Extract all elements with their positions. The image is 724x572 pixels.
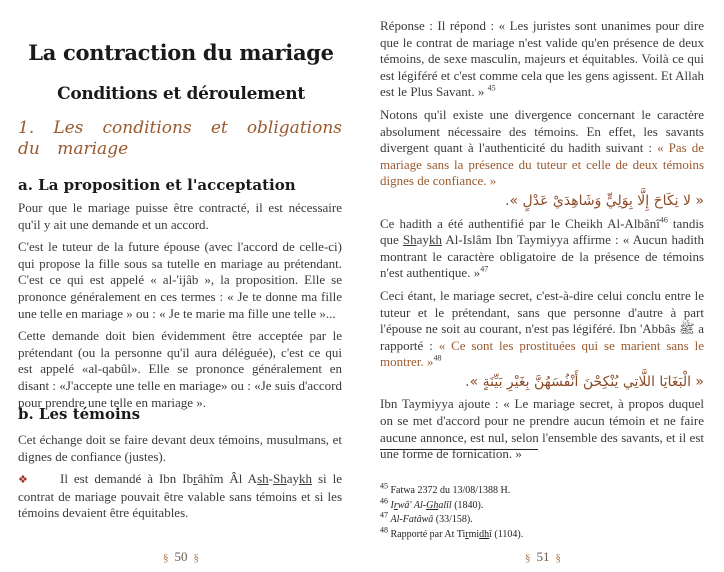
footnote-text: Fatwa 2372 du 13/08/1388 H. bbox=[390, 485, 511, 496]
paragraph: Ibn Taymiyya ajoute : « Le mariage secret, à propos duquel on se met d'accord pour ne prendre aucun témoin et ne faire aucune annonce, est nul, selon l'ensemble des savants, et il est une forme de fornication. » bbox=[380, 396, 704, 462]
chapter-title: La contraction du mariage bbox=[28, 40, 334, 65]
text: Al-Islâm Ibn Taymiyya affirme : « Aucun hadith montrant le caractère obligatoire de la présence de témoins n'est authentique. » bbox=[380, 232, 704, 281]
page-number-value: 50 bbox=[174, 549, 188, 564]
underlined-text: Sh bbox=[402, 232, 417, 248]
text: (1840). bbox=[451, 499, 484, 511]
ornament-icon: § bbox=[193, 552, 199, 564]
ornament-icon: § bbox=[163, 552, 169, 564]
subsection-a-heading: a. La proposition et l'acceptation bbox=[18, 176, 296, 194]
paragraph: Cet échange doit se faire devant deux témoins, musulmans, et dignes de confiance (justes). bbox=[18, 432, 342, 464]
text: âhîm Âl A bbox=[197, 471, 258, 487]
footnote bbox=[380, 496, 704, 514]
paragraph bbox=[380, 216, 704, 282]
text: I bbox=[390, 499, 394, 511]
underlined-text: Gh bbox=[426, 499, 439, 511]
body-text-right bbox=[380, 18, 704, 463]
footnote-number: 48 bbox=[380, 525, 388, 535]
paragraph bbox=[380, 288, 704, 371]
footnote bbox=[380, 481, 704, 499]
footnote-number: 46 bbox=[380, 496, 388, 506]
text: wâ' Al- bbox=[397, 499, 427, 511]
paragraph: C'est le tuteur de la future épouse (avec l'accord de celle-ci) qui propose la fille sous sa tutelle en mariage au prétendant. C'est ce qui est appelé « al-'ijâb », la proposition. Elle se prononce généralement en ces termes : « Je te donne ma fille une telle en mariage » ou : « Je te marie ma fille une telle »... bbox=[18, 239, 342, 321]
body-text-a bbox=[18, 200, 342, 411]
underlined-text: r bbox=[465, 528, 469, 540]
text: alîl bbox=[438, 499, 452, 511]
paragraph: Pour que le mariage puisse être contracté, il est nécessaire qu'il y ait une demande et un accord. bbox=[18, 200, 342, 232]
bullet-paragraph bbox=[18, 471, 342, 522]
underlined-text: r bbox=[193, 471, 198, 487]
body-text-b bbox=[18, 432, 342, 522]
text: mi bbox=[468, 528, 480, 540]
section-heading: 1. Les conditions et obligations du mariage bbox=[18, 118, 342, 159]
text: Rapporté par At Ti bbox=[390, 528, 466, 540]
footnote-ref[interactable]: 45 bbox=[487, 84, 496, 94]
footnote-number: 45 bbox=[380, 481, 388, 491]
text: Il est demandé à Ibn Ib bbox=[60, 471, 194, 487]
footnote-ref[interactable]: 47 bbox=[480, 264, 489, 274]
hadith-quote: « Pas de mariage sans la présence du tuteur et celle de deux témoins dignes de confiance. » bbox=[380, 140, 704, 189]
text: Notons qu'il existe une divergence concernant le caractère absolument nécessaire des témoins. En effet, les savants divergent quant à l'authenticité du hadith suivant : bbox=[380, 106, 704, 156]
text: Al-Fatâwâ bbox=[390, 514, 434, 525]
footnotes bbox=[380, 481, 704, 542]
paragraph: Cette demande doit bien évidemment être acceptée par le prétendant (ou la personne qu'il aura déléguée), c'est ce qui est appelé «al-qabûl». Elle se prononce généralement en disant : «J'accepte une telle en mariage» ou : «Je suis d'accord pour prendre une telle en mariage ». bbox=[18, 328, 342, 410]
text: ay bbox=[286, 471, 299, 487]
underlined-text: r bbox=[393, 499, 398, 511]
diamond-bullet-icon: ❖ bbox=[18, 474, 28, 487]
text: Ce hadith a été authentifié par le Cheikh Al-Albânî bbox=[380, 215, 660, 231]
ornament-icon: § bbox=[525, 552, 531, 564]
right-page bbox=[362, 0, 724, 572]
hadith-quote: « Ce sont les prostituées qui se marient sans le montrer. » bbox=[380, 337, 704, 370]
subsection-b-heading: b. Les témoins bbox=[18, 405, 141, 423]
arabic-hadith: « لا نِكَاحَ إِلَّا بِوَلِيٍّ وَشَاهِدَيْ عَدْلٍ ». bbox=[505, 192, 704, 209]
paragraph bbox=[380, 107, 704, 190]
text: î (1104). bbox=[489, 528, 524, 540]
footnote-divider bbox=[380, 449, 538, 450]
arabic-hadith: « الْبَغَايَا اللَّاتِي يُنْكِحْنَ أَنْفُسَهُنَّ بِغَيْرِ بَيِّنَةٍ ». bbox=[465, 373, 704, 390]
text: si le contrat de mariage pouvait être valable sans témoins et si les témoins devaient être équitables. bbox=[18, 471, 343, 521]
text: Ceci étant, le mariage secret, c'est-à-dire celui conclu entre le tuteur et le prétendant, sans que personne d'autre à part l'épouse ne soit au courant, n'est pas légiféré. Ibn 'Abbâs ﷺ a rapporté : bbox=[380, 287, 704, 353]
text: - bbox=[268, 471, 273, 487]
page-number bbox=[362, 549, 724, 565]
paragraph bbox=[380, 18, 704, 101]
ornament-icon: § bbox=[555, 552, 561, 564]
underlined-text: sh bbox=[257, 471, 269, 487]
footnote-ref[interactable]: 46 bbox=[659, 215, 668, 225]
subsection-a bbox=[18, 176, 342, 194]
text: tandis que bbox=[380, 215, 704, 248]
text: (33/158). bbox=[433, 514, 473, 525]
underlined-text: dh bbox=[479, 528, 490, 540]
page-number bbox=[0, 549, 362, 565]
underlined-text: kh bbox=[299, 471, 312, 487]
subsection-b bbox=[18, 405, 342, 423]
underlined-text: kh bbox=[428, 232, 442, 248]
footnote-ref[interactable]: 48 bbox=[433, 353, 442, 363]
footnote bbox=[380, 510, 704, 528]
footnote bbox=[380, 525, 704, 543]
page-number-value: 51 bbox=[536, 549, 550, 564]
footnote-number: 47 bbox=[380, 510, 388, 520]
text: ay bbox=[416, 232, 429, 248]
underlined-text: Sh bbox=[272, 471, 287, 487]
chapter-subtitle: Conditions et déroulement bbox=[57, 84, 305, 104]
text: Réponse : Il répond : « Les juristes sont unanimes pour dire que le contrat de mariage n'est valide qu'en présence de deux témoins, de sexe masculin, majeurs et équitables. Voilà ce qui est légiféré et c'est comme cela que les gens agissent. Et Allah est le Plus Savant. » bbox=[380, 18, 704, 100]
